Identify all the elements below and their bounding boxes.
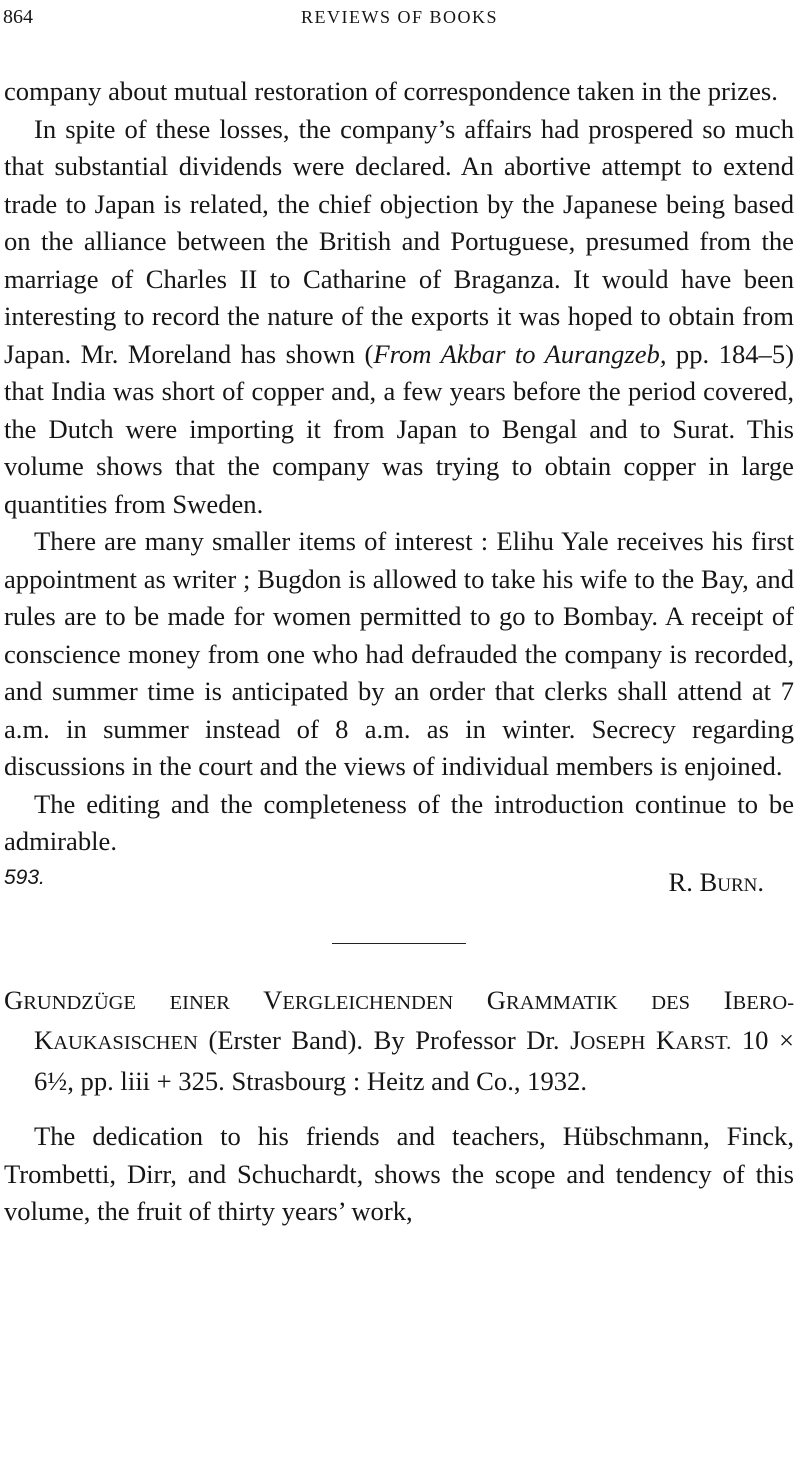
page-number: 864 [3,6,33,28]
heading-w3-rest: ERGLEICHENDEN [282,991,454,1014]
review1-paragraph-1: company about mutual restoration of correspondence taken in the prizes. [4,76,778,106]
running-head [3,4,796,30]
heading-w8-rest: OSEPH [580,1032,646,1054]
review1-paragraph-2-text-a: In spite of these losses, the company’s affairs had prospered so much that substantial dividends were declared. An abortive attempt to extend trade to Japan is related, the chief objection by the Japanese being based on the alliance between the British and Portuguese, presumed from the marriage of Charles II to Catharine of Braganza. It would have been interesting to record the nature of the exports it was hoped to obtain from Japan. Mr. Moreland has shown ( [4,113,794,369]
heading-w8-cap: J [570,1025,581,1055]
heading-w4-cap: G [486,984,507,1015]
review1-paragraph-4: The editing and the completeness of the introduction continue to be admirable. [4,788,794,856]
heading-w3-cap: V [263,984,283,1015]
review1-paragraph-3: There are many smaller items of interest : Elihu Yale receives his first appointment as writer ; Bugdon is allowed to take his wife to the Bay, and rules are to be made for women permitted to go to Bombay. A receipt of conscience money from one who had defrauded the company is recorded, and summer time is anticipated by an order that clerks shall attend at 7 a.m. in summer instead of 8 a.m. as in winter. Secrecy regarding discussions in the court and the views of individual members is enjoined. [4,526,794,781]
running-title: REVIEWS OF BOOKS [300,7,498,27]
heading-w7-rest: AUKASISCHEN [53,1032,198,1054]
review2-book-heading [4,982,794,1101]
review1-paragraph-2-text-b: pp. 184–5) that India was short of copper and, a few years before the period covered, the Dutch were importing it from Japan to Bengal and to Surat. This volume shows that the company was trying to obtain copper in large quantities from Sweden. [4,338,794,519]
review1-author-initial: R. B [668,866,718,897]
heading-w6-rest: BERO- [732,991,795,1014]
heading-plain-1: (Erster Band). By Professor Dr. [197,1025,571,1055]
heading-w6-cap: I [723,984,733,1015]
section-divider [332,943,466,944]
heading-w4-rest: RAMMATIK [506,991,618,1014]
page-body [4,73,794,1231]
heading-plain-2: 10 × 6½, pp. liii + 325. Strasbourg : Heitz and Co., 1932. [34,1025,794,1096]
review1-signature-line [4,862,794,904]
review2-paragraph-1: The dedication to his friends and teachers, Hübschmann, Finck, Trombetti, Dirr, and Schuchardt, shows the scope and tendency of this volume, the fruit of thirty years’ work, [4,1121,794,1226]
heading-w9-rest: ARST. [675,1032,732,1054]
review1-author [668,862,764,902]
review1-paragraph-2 [4,111,794,524]
heading-w1-cap: G [4,984,24,1015]
heading-w1-rest: RUNDZÜGE [23,991,136,1014]
heading-w9-cap: K [656,1025,676,1055]
review1-author-surname-rest: urn. [717,866,764,897]
review1-cited-title: From Akbar to Aurangzeb, [373,338,667,369]
heading-w2: EINER [169,991,230,1014]
review1-reference-number: 593. [4,865,45,889]
heading-w5: DES [651,991,691,1014]
heading-w7-cap: K [34,1025,54,1055]
